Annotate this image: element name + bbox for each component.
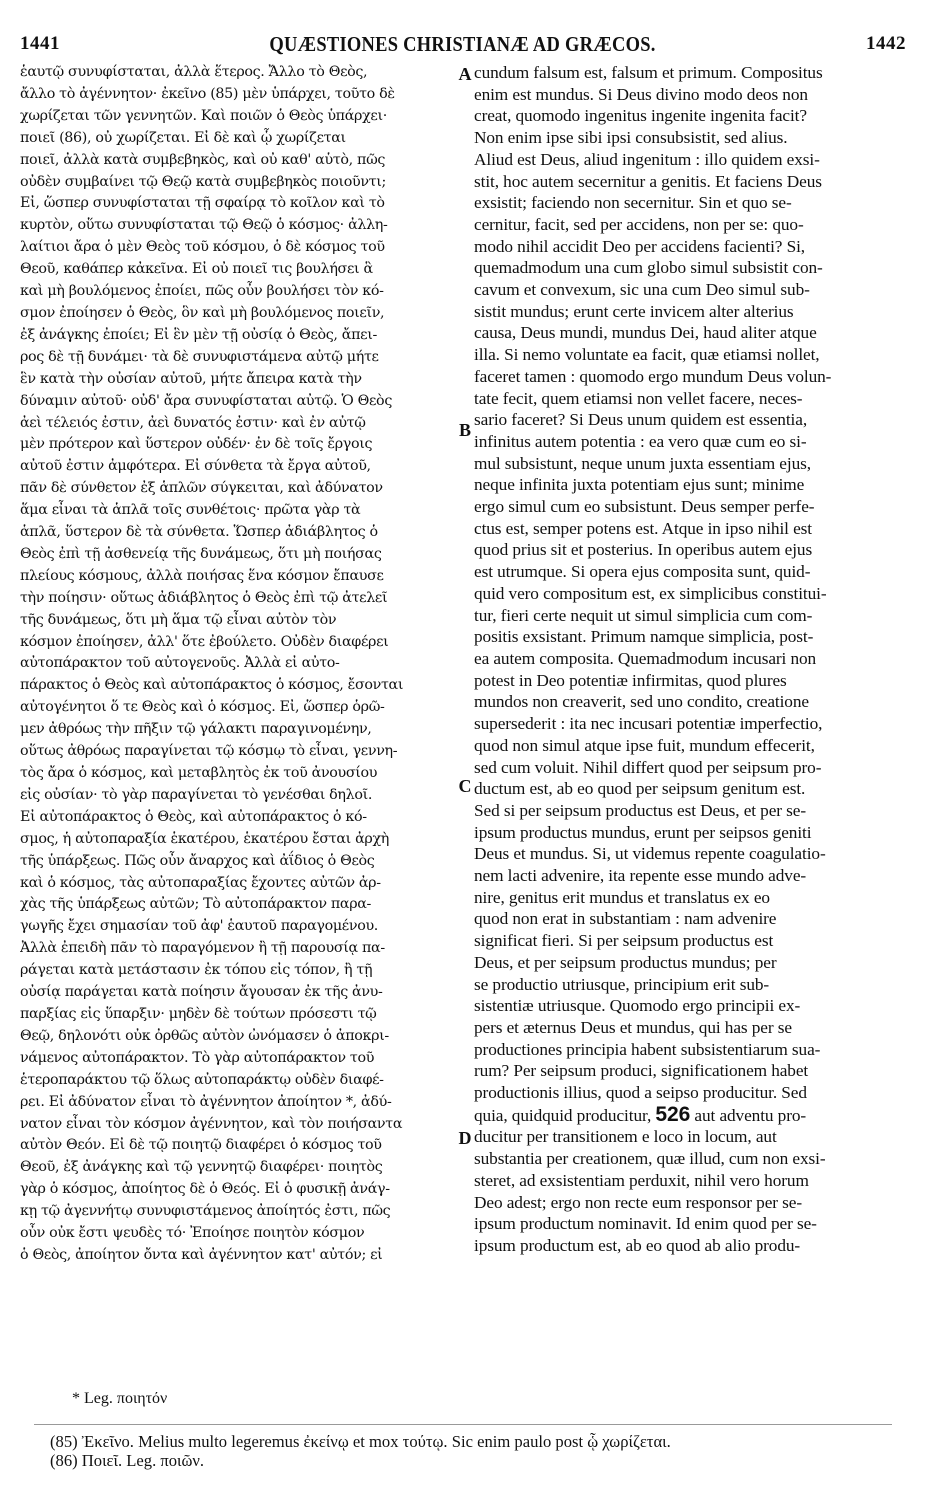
- text-line: νάμενος αὐτοπάρακτον. Τὸ γὰρ αὐτοπάρακτον τοῦ: [20, 1049, 375, 1066]
- text-line: sario faceret? Si Deus unum quidem est essentia,: [474, 410, 808, 430]
- text-line: αὐτοπάρακτον τοῦ αὐτογενοῦς. Ἀλλὰ εἰ αὐτο-: [20, 655, 340, 672]
- text-line: ἑαυτῷ συνυφίσταται, ἀλλὰ ἕτερος. Ἄλλο τὸ Θεὸς,: [20, 64, 368, 80]
- text-line: creat, quomodo ingenitus ingenite ingenita facit?: [474, 106, 807, 126]
- text-line: exsistit; faciendo non secernitur. Sin et quo se-: [474, 193, 792, 213]
- text-line: ipsum productus mundus, erunt per seipsos geniti: [474, 822, 812, 842]
- text-line: χωρίζεται τῶν γεννητῶν. Καὶ ποιῶν ὁ Θεὸς ὑπάρχει·: [20, 107, 387, 124]
- text-line: causa, Deus mundi, mundus Dei, haud aliter atque: [474, 323, 817, 343]
- text-line: πλείους κόσμους, ἀλλὰ ποιήσας ἕνα κόσμον ἔπαυσε: [20, 567, 384, 584]
- text-line: ducitur per transitionem e loco in locum, aut: [474, 1127, 777, 1147]
- text-line: productionis illius, quod a seipso producitur. Sed: [474, 1083, 807, 1103]
- margin-marker-c: C: [458, 776, 472, 796]
- text-line: Aliud est Deus, aliud ingenitum : illo quidem exsi-: [474, 149, 820, 169]
- text-line: καὶ ὁ κόσμος, τὰς αὐτοπαραξίας ἔχοντες αὐτῶν ἀρ-: [20, 874, 381, 891]
- text-line: ποιεῖ (86), οὐ χωρίζεται. Εἰ δὲ καὶ ᾧ χωρίζεται: [20, 129, 346, 146]
- text-line: σμον ἐποίησεν ὁ Θεὸς, ὃν καὶ μὴ βουλόμενος ποιεῖν,: [20, 304, 385, 321]
- text-line: ergo simul cum eo subsistunt. Deus semper perfe-: [474, 497, 815, 517]
- text-line: potest in Deo potentiæ infirmitas, quod plures: [474, 670, 787, 690]
- text-line: quod non erat in substantiam : nam advenire: [474, 909, 777, 929]
- latin-line-with-number: [474, 1104, 910, 1127]
- text-line: ὁ Θεὸς, ἀποίητον ὄντα καὶ ἀγέννητον κατ' αὐτόν; εἰ: [20, 1246, 383, 1263]
- text-line: τῆς δυνάμεως, ὅτι μὴ ἅμα τῷ εἶναι αὐτὸν τὸν: [20, 611, 337, 628]
- right-page-number: 1442: [866, 33, 906, 54]
- text-line: sed cum voluit. Nihil differt quod per seipsum pro-: [474, 757, 822, 777]
- text-line: se productio utriusque, principium erit sub-: [474, 974, 770, 994]
- text-line: κόσμον ἐποίησεν, ἀλλ' ὅτε ἐβούλετο. Οὐδὲν διαφέρει: [20, 633, 389, 650]
- text-line: Εἰ αὐτοπάρακτος ὁ Θεὸς, καὶ αὐτοπάρακτος ὁ κό-: [20, 808, 367, 825]
- text-line: πᾶν δὲ σύνθετον ἐξ ἁπλῶν σύγκειται, καὶ ἀδύνατον: [20, 480, 383, 497]
- text-line: ἑτεροπαράκτου τῷ ὅλως αὐτοπαράκτῳ οὐδὲν διαφέ-: [20, 1071, 384, 1088]
- text-line: καὶ μὴ βουλόμενος ἐποίει, πῶς οὖν βουλήσει τὸν κό-: [20, 283, 384, 300]
- text-line: quod prius sit et posterius. In operibus autem ejus: [474, 540, 813, 560]
- text-line: Θεοῦ, καθάπερ κἀκεῖνα. Εἰ οὐ ποιεῖ τις βουλήσει ἃ: [20, 261, 373, 278]
- text-line: ipsum productum nominavit. Id enim quod per se-: [474, 1214, 817, 1234]
- text-line: ρει. Εἰ ἀδύνατον εἶναι τὸ ἀγέννητον ἀποίητον *, ἀδύ-: [20, 1093, 392, 1110]
- text-line: nem lacti advenire, ita repente esse mundo adve-: [474, 866, 807, 886]
- text-line: Deo adest; ergo non recte eum responsor per se-: [474, 1192, 803, 1212]
- text-line: Θεοῦ, ἐξ ἀνάγκης καὶ τῷ γεννητῷ διαφέρει· ποιητὸς: [20, 1159, 383, 1176]
- text-line: ea autem composita. Quemadmodum incusari non: [474, 648, 817, 668]
- text-line: rum? Per seipsum produci, significationem habet: [474, 1061, 809, 1081]
- latin-inline-end: aut adventu pro-: [694, 1105, 807, 1125]
- text-line: quid vero compositum est, ex simplicibus constitui-: [474, 583, 827, 603]
- text-line: mundos non creaverit, sed uno condito, creatione: [474, 692, 809, 712]
- text-line: ἅμα εἶναι τὰ ἁπλᾶ τοῖς συνθέτοις· πρῶτα γὰρ τὰ: [20, 502, 361, 519]
- text-line: ἓν κατὰ τὴν οὐσίαν αὐτοῦ, μήτε ἄπειρα κατὰ τὴν: [20, 370, 362, 387]
- page-header: [20, 30, 906, 58]
- text-line: χὰς τῆς ὑπάρξεως αὐτῶν; Τὸ αὐτοπάρακτον παρα-: [20, 896, 372, 913]
- text-line: πάρακτος ὁ Θεὸς καὶ αὐτοπάρακτος ὁ κόσμος, ἔσονται: [20, 677, 404, 694]
- latin-column: [474, 62, 910, 1392]
- footnote-rule: [34, 1424, 892, 1425]
- text-line: αὐτογένητοι ὅ τε Θεὸς καὶ ὁ κόσμος. Εἰ, ὥσπερ ὁρῶ-: [20, 699, 385, 716]
- text-line: significat fieri. Si per seipsum productus est: [474, 931, 774, 951]
- text-line: αὐτοῦ ἐστιν ἀμφότερα. Εἰ σύνθετα τὰ ἔργα αὐτοῦ,: [20, 458, 371, 475]
- text-line: pers et æternus Deus et mundus, qui has per se: [474, 1017, 792, 1037]
- text-line: enim est mundus. Si Deus divino modo deos non: [474, 84, 808, 104]
- text-line: illa. Si nemo voluntate ea facit, quæ etiamsi nollet,: [474, 345, 820, 365]
- text-line: τὸς ἄρα ὁ κόσμος, καὶ μεταβλητὸς ἐκ τοῦ ἀνουσίου: [20, 765, 378, 781]
- text-line: tate fecit, quem etiamsi non vellet facere, neces-: [474, 388, 803, 408]
- text-line: ἁπλᾶ, ὕστερον δὲ τὰ σύνθετα. Ὥσπερ ἀδιάβλητος ὁ: [20, 524, 378, 541]
- text-line: τὴν ποίησιν· οὕτως ἀδιάβλητος ὁ Θεὸς ἐπὶ τῷ ἀτελεῖ: [20, 589, 388, 606]
- text-line: productiones principia habent subsistentiarum sua-: [474, 1039, 821, 1059]
- text-line: stit, hoc autem secernitur a genitis. Et faciens Deus: [474, 171, 822, 191]
- text-line: γὰρ ὁ κόσμος, ἀποίητος δὲ ὁ Θεός. Εἰ ὁ φυσικῇ ἀνάγ-: [20, 1181, 390, 1198]
- text-line: cavum et convexum, sic una cum Deo simul sub-: [474, 280, 810, 300]
- text-line: quemadmodum una cum globo simul subsistit con-: [474, 258, 823, 278]
- text-line: σμος, ἡ αὐτοπαραξία ἑκατέρου, ἑκατέρου ἔσται ἀρχὴ: [20, 830, 389, 847]
- text-line: τῆς ὑπάρξεως. Πῶς οὖν ἄναρχος καὶ ἀΐδιος ὁ Θεὸς: [20, 852, 375, 869]
- text-line: steret, ad exsistentiam perduxit, nihil vero horum: [474, 1170, 809, 1190]
- text-line: tur, fieri certe nequit ut simul simplicia cum com-: [474, 605, 813, 625]
- text-line: cundum falsum est, falsum et primum. Compositus: [474, 63, 823, 82]
- text-line: Εἰ, ὥσπερ συνυφίσταται τῇ σφαίρᾳ τὸ κοῖλον καὶ τὸ: [20, 195, 385, 212]
- notes: [50, 1432, 890, 1470]
- running-title: QUÆSTIONES CHRISTIANÆ AD GRÆCOS.: [269, 31, 657, 56]
- text-line: Non enim ipse sibi ipsi consubsistit, sed alius.: [474, 128, 788, 148]
- text-line: εἰς οὐσίαν· τὸ γὰρ παραγίνεται τὸ γενέσθαι δηλοῖ.: [20, 786, 373, 803]
- text-line: αὐτὸν Θεόν. Εἰ δὲ τῷ ποιητῷ διαφέρει ὁ κόσμος τοῦ: [20, 1137, 382, 1154]
- text-line: ἐξ ἀνάγκης ἐποίει; Εἰ ἓν μὲν τῇ οὐσίᾳ ὁ Θεὸς, ἄπει-: [20, 326, 377, 343]
- text-line: λαίτιοι ἄρα ὁ μὲν Θεὸς τοῦ κόσμου, ὁ δὲ κόσμος τοῦ: [20, 239, 385, 256]
- text-line: κῃ τῷ ἀγεννήτῳ συνυφιστάμενος ἀποίητός ἐστι, πῶς: [20, 1203, 391, 1220]
- text-line: Θεῷ, δηλονότι οὐκ ὀρθῶς αὐτὸν ὠνόμασεν ὁ ἀποκρι-: [20, 1027, 389, 1044]
- text-line: nire, genitus erit mundus et translatus ex eo: [474, 887, 770, 907]
- text-line: ductum est, ab eo quod per seipsum genitum est.: [474, 779, 806, 799]
- margin-marker-b: B: [458, 420, 471, 440]
- text-line: sistentiæ utriusque. Quomodo ergo principii ex-: [474, 996, 801, 1016]
- text-line: ράγεται κατὰ μετάστασιν ἐκ τόπου εἰς τόπον, ἢ τῇ: [20, 962, 373, 979]
- text-line: νατον εἶναι τὸν κόσμον ἀγέννητον, καὶ τὸν ποιήσαντα: [20, 1115, 403, 1132]
- text-line: faceret tamen : quomodo ergo mundum Deus volun-: [474, 366, 832, 386]
- text-line: ctus est, semper potens est. Atque in ipso nihil est: [474, 518, 812, 538]
- text-line: οὕτως ἀθρόως παραγίνεται τῷ κόσμῳ τὸ εἶναι, γεννη-: [20, 743, 398, 760]
- column-number: 526: [655, 1102, 691, 1126]
- text-line: Deus, et per seipsum productus mundus; per: [474, 952, 777, 972]
- text-line: positis exsistant. Primum namque simplicia, post-: [474, 627, 814, 647]
- text-line: κυρτὸν, οὕτω συνυφίσταται τῷ Θεῷ ὁ κόσμος· ἀλλη-: [20, 217, 388, 234]
- text-line: Deus et mundus. Si, ut videmus repente coagulatio-: [474, 844, 826, 864]
- greek-column: [20, 62, 458, 1392]
- text-line: neque infinita juxta potentiam ejus sunt; minime: [474, 475, 805, 495]
- text-line: παρξίας εἰς ὕπαρξιν· μηδὲν δὲ τούτων πρόσεστι τῷ: [20, 1005, 377, 1022]
- latin-inline-start: quia, quidquid producitur,: [474, 1105, 652, 1125]
- note-86: (86) Ποιεῖ. Leg. ποιῶν.: [50, 1451, 205, 1470]
- text-line: modo nihil accidit Deo per accidens facienti? Si,: [474, 236, 806, 256]
- text-line: sistit mundus; erunt certe invicem alter alterius: [474, 301, 794, 321]
- text-line: supersederit : ita nec incusari potentiæ imperfectio,: [474, 714, 823, 734]
- text-line: μεν ἀθρόως τὴν πῆξιν τῷ γάλακτι παραγινομένην,: [20, 721, 372, 738]
- text-line: ποιεῖ, ἀλλὰ κατὰ συμβεβηκὸς, καὶ οὐ καθ' αὑτὸ, πῶς: [20, 151, 386, 168]
- text-line: mul subsistunt, neque unum juxta essentiam ejus,: [474, 453, 811, 473]
- text-line: substantia per creationem, quæ illud, cum non exsi-: [474, 1149, 826, 1169]
- text-line: ἄλλο τὸ ἀγέννητον· ἐκεῖνο (85) μὲν ὑπάρχει, τοῦτο δὲ: [20, 85, 395, 102]
- left-page-number: 1441: [20, 33, 60, 54]
- latin-lines-before: [474, 62, 910, 1104]
- text-line: οὖν οὐκ ἔστι ψευδὲς τό· Ἐποίησε ποιητὸν κόσμον: [20, 1225, 365, 1242]
- text-line: Θεὸς ἐπὶ τῇ ἀσθενείᾳ τῆς δυνάμεως, ὅτι μὴ ποιήσας: [20, 545, 382, 562]
- text-line: μὲν πρότερον καὶ ὕστερον οὐδέν· ἐν δὲ τοῖς ἔργοις: [20, 436, 373, 453]
- note-85: (85) Ἐκεῖνο. Melius multo legeremus ἐκείνῳ et mox τούτῳ. Sic enim paulo post ᾧ χωρίζεται.: [50, 1432, 671, 1451]
- text-line: ipsum productum est, ab eo quod ab alio produ-: [474, 1235, 801, 1255]
- text-line: ἀεὶ τέλειός ἐστιν, ἀεὶ δυνατός ἐστιν· καὶ ἐν αὐτῷ: [20, 414, 366, 431]
- text-line: cernitur, facit, sed per accidens, non per se: quo-: [474, 214, 804, 234]
- latin-lines-after: [474, 1126, 910, 1256]
- greek-footnote: * Leg. ποιητόν: [72, 1390, 168, 1407]
- text-line: est utrumque. Si opera ejus composita sunt, quid-: [474, 562, 811, 582]
- margin-marker-a: A: [458, 64, 472, 84]
- text-line: οὐδὲν συμβαίνει τῷ Θεῷ κατὰ συμβεβηκὸς ποιοῦντι;: [20, 173, 386, 190]
- text-line: quod non simul atque ipse fuit, mundum effecerit,: [474, 735, 815, 755]
- text-line: οὐσίᾳ παράγεται κατὰ ποίησιν ἄγουσαν ἐκ τῆς ἀνυ-: [20, 984, 383, 1001]
- text-line: Ἀλλὰ ἐπειδὴ πᾶν τὸ παραγόμενον ἢ τῇ παρουσίᾳ πα-: [20, 940, 385, 957]
- text-line: infinitus autem potentia : ea vero quæ cum eo si-: [474, 431, 807, 451]
- text-line: γωγῆς ἔχει σημασίαν τοῦ ἀφ' ἑαυτοῦ παραγομένου.: [20, 918, 378, 935]
- margin-marker-d: D: [458, 1128, 472, 1148]
- text-line: δύναμιν αὐτοῦ· οὐδ' ἄρα συνυφίσταται αὐτῷ. Ὁ Θεὸς: [20, 392, 392, 409]
- text-line: ρος δὲ τῇ δυνάμει· τὰ δὲ συνυφιστάμενα αὐτῷ μήτε: [20, 348, 379, 365]
- text-line: Sed si per seipsum productus est Deus, et per se-: [474, 800, 807, 820]
